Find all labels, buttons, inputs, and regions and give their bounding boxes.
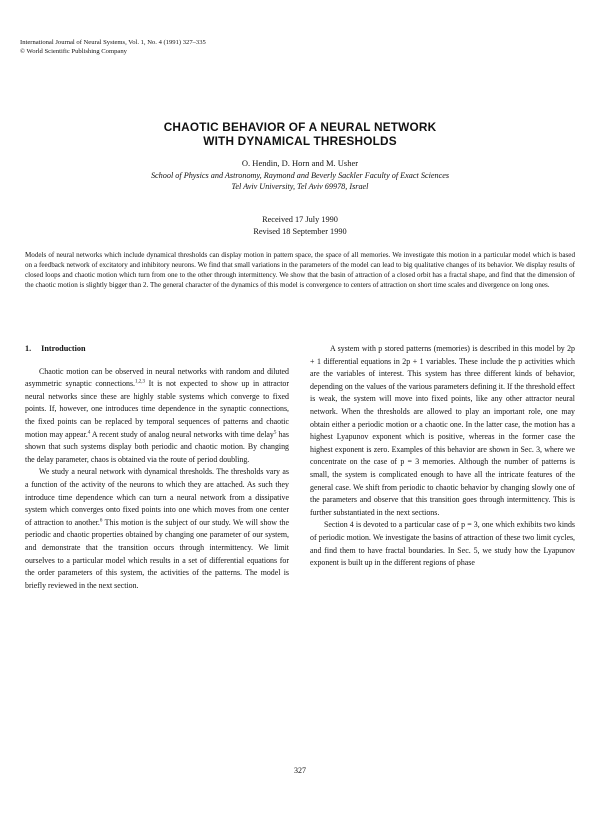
author-list: O. Hendin, D. Horn and M. Usher: [241, 158, 359, 168]
citation-sup: 6: [99, 518, 103, 524]
received-date: Received 17 July 1990: [262, 215, 338, 224]
text-run: A recent study of analog neural networks with time delay: [90, 429, 274, 439]
submission-dates: [0, 214, 600, 237]
paragraph: [25, 466, 289, 592]
text-run: has shown that such systems display both periodic and chaotic motion. By changing the delay parameter, chaos is obtained via the route of period doubling.: [25, 429, 289, 464]
citation-sup: 1,2,3: [135, 379, 146, 385]
section-number: 1.: [25, 344, 32, 353]
paragraph: Section 4 is devoted to a particular case of p = 3, one which exhibits two kinds of periodic motion. We investigate the basins of attraction of these two limit cycles, and find them to have fractal boundaries. In Sec. 5, we study how the Lyapunov exponent is built up in the different regions of phase: [310, 520, 575, 568]
journal-citation: International Journal of Neural Systems, Vol. 1, No. 4 (1991) 327–335: [20, 39, 206, 46]
section-title: Introduction: [41, 344, 86, 353]
paper-title: [0, 120, 600, 148]
right-column: [310, 343, 575, 570]
text-run: We study a neural network with dynamical thresholds. The thresholds vary as a function of the activity of the neurons to which they are attached. As such they introduce time dependence which can turn a neural network from a dissipative system which converges onto fixed points into one which moves from one center of attraction to another.: [25, 467, 289, 527]
citation-sup: 5: [273, 429, 277, 435]
abstract: Models of neural networks which include dynamical thresholds can display motion in pattern space, the space of all memories. We investigate this motion in a particular model which is based on a feedback network of excitatory and inhibitory neurons. We find that small variations in the parameters of the model can lead to big qualitative changes of its behavior. We display results of closed loops and chaotic motion which turn from one to the other through intermittency. We show that the basin of attraction of a closed orbit has a fractal shape, and find that the dimension of the chaotic motion is slightly bigger than 2. The general character of the dynamics of this model is convergence to centers of attraction on short time scales and divergence on long ones.: [25, 251, 575, 289]
section-heading: [25, 343, 289, 356]
affiliation: [0, 170, 600, 192]
text-run: It is not expected to show up in attractor neural networks since these are highly stable systems which converge to fixed points. If, however, one introduces time dependence in the synaptic connections, the fixed points can be replaced by temporal sequences of patterns and chaotic motion may appear.: [25, 379, 289, 439]
paragraph: A system with p stored patterns (memories) is described in this model by 2p + 1 differential equations in 2p + 1 variables. These include the p activities which are the variables of interest. This system has three different kinds of behavior, depending on the values of the various parameters defining it. If the threshold effect is weak, the system will move into fixed points, like any other attractor neural network. When the thresholds are allowed to play an important role, one may obtain either a periodic motion or a chaotic one. In the latter case, the motion has a highest Lyapunov exponent which is positive, whereas in the former case the highest exponent is zero. Examples of this behavior are shown in Sec. 3, where we concentrate on the case of p = 3 memories. Although the number of patterns is small, the system is complicated enough to have all the intricate features of the general case. We shift from periodic to chaotic behavior by changing slowly one of the parameters and observe that this transition goes through intermittency. This is further substantiated in the next sections.: [310, 344, 575, 517]
paragraph: [25, 366, 289, 467]
page-number: 327: [294, 766, 306, 775]
text-run: This motion is the subject of our study. We will show the periodic and chaotic properties obtained by changing one parameter of our system, and demonstrate that the transition occurs through intermittency. We limit ourselves to a particular model which results in a set of differential equations for the order parameters of this system, the activities of the patterns. The model is briefly reviewed in the next section.: [25, 517, 289, 590]
affiliation-line-1: School of Physics and Astronomy, Raymond and Beverly Sackler Faculty of Exact Sciences: [150, 171, 450, 180]
left-column: [25, 343, 289, 592]
revised-date: Revised 18 September 1990: [253, 226, 347, 236]
text-run: Chaotic motion can be observed in neural networks with random and diluted asymmetric synaptic connections.: [25, 366, 289, 389]
title-line-1: CHAOTIC BEHAVIOR OF A NEURAL NETWORK: [163, 120, 437, 134]
title-line-2: WITH DYNAMICAL THRESHOLDS: [203, 134, 397, 148]
copyright-notice: © World Scientific Publishing Company: [20, 48, 127, 55]
citation-sup: 4: [87, 429, 91, 435]
affiliation-line-2: Tel Aviv University, Tel Aviv 69978, Israel: [231, 182, 369, 191]
journal-header: [20, 38, 206, 56]
